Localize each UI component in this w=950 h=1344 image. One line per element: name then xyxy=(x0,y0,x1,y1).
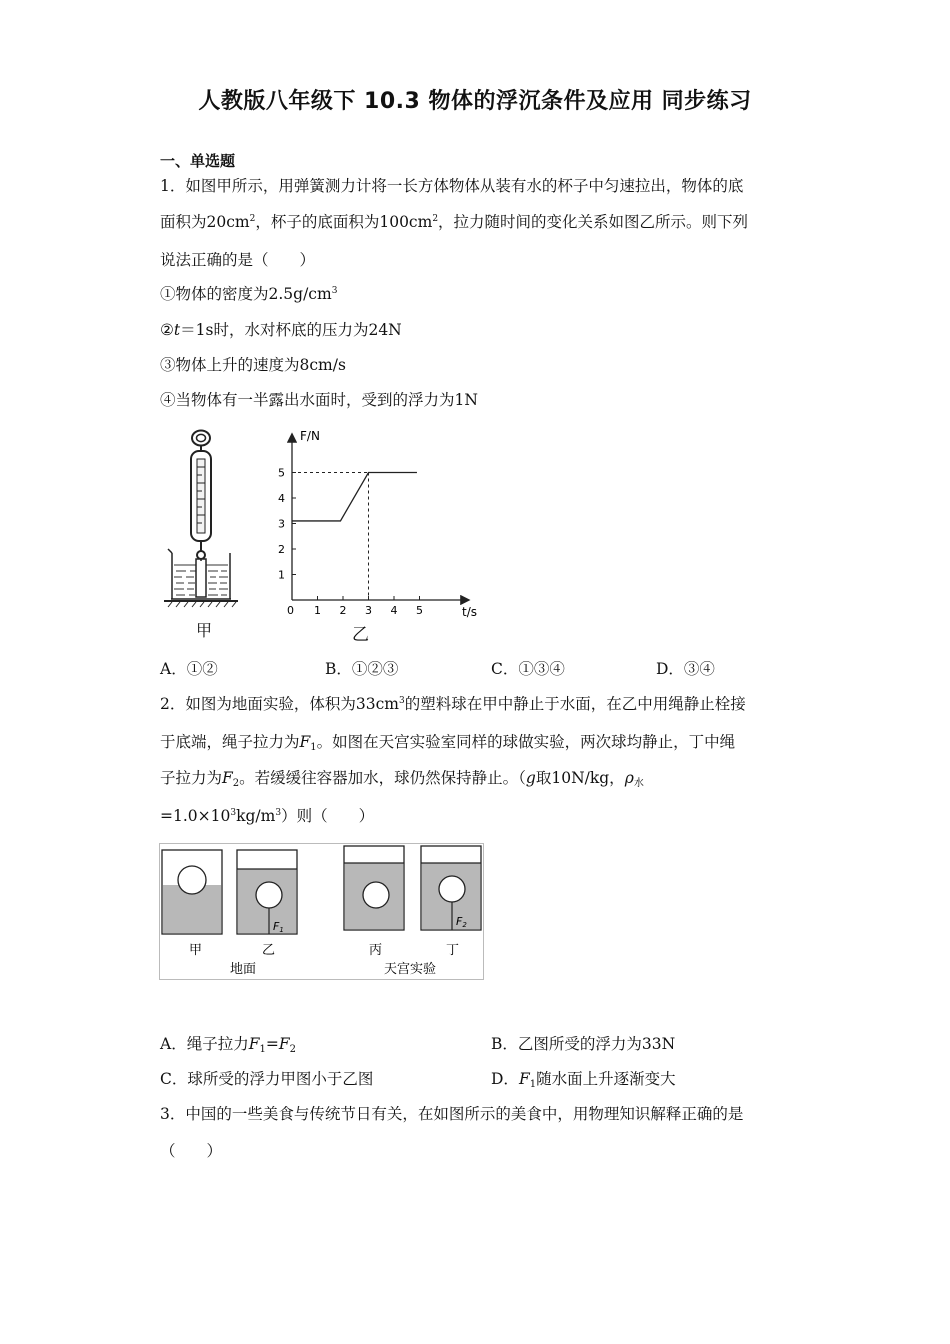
q1-statement-3: ③物体上升的速度为8cm/s xyxy=(160,356,346,374)
page-title: 人教版八年级下 10.3 物体的浮沉条件及应用 同步练习 xyxy=(198,89,752,114)
y-tick-label: 5 xyxy=(278,466,285,480)
y-tick-label: 1 xyxy=(278,568,285,582)
q2-line-1: 2．如图为地面实验，体积为$33cm^3$的塑料球在甲中静止于水面，在乙中用绳静止栓接 xyxy=(160,695,746,713)
label-space-lab: 天宫实验 xyxy=(384,962,437,977)
buoyancy-experiment-figure xyxy=(159,843,484,980)
fig-label-yi: 乙 xyxy=(352,625,369,645)
x-tick-label: 3 xyxy=(365,604,372,617)
label-ground: 地面 xyxy=(230,962,257,977)
label-bing: 丙 xyxy=(369,943,383,958)
x-axis-label: t/s xyxy=(462,605,477,619)
q1-line-3: 说法正确的是（ ） xyxy=(160,251,316,269)
q2-option-a[interactable]: A．绳子拉力$F_1=F_2$ xyxy=(160,1035,296,1055)
label-ding: 丁 xyxy=(446,943,460,958)
container-ding xyxy=(421,846,481,930)
q2-line-4: $=1.0\times 10^3kg/m^3$）则（ ） xyxy=(160,807,375,825)
y-tick-label: 3 xyxy=(278,517,285,531)
label-jia: 甲 xyxy=(189,943,203,958)
q2-line-2: 于底端，绳子拉力为$F_1$。如图在天宫实验室同样的球做实验，两次球均静止，丁中绳 xyxy=(160,733,736,753)
x-tick-label: 4 xyxy=(390,604,398,617)
y-axis-label: F/N xyxy=(300,429,320,443)
label-F2: F2 xyxy=(456,915,467,929)
q3-line-1: 3．中国的一些美食与传统节日有关，在如图所示的美食中，用物理知识解释正确的是 xyxy=(160,1105,744,1123)
y-tick-label: 4 xyxy=(278,492,285,505)
section-heading: 一、单选题 xyxy=(160,152,236,170)
q1-option-b[interactable]: B．①②③ xyxy=(325,660,399,678)
container-bing xyxy=(344,846,404,930)
fig-label-jia: 甲 xyxy=(196,621,213,640)
q1-statement-2: ②t＝1s时，水对杯底的压力为24N xyxy=(160,321,402,339)
y-tick-label: 2 xyxy=(278,543,285,556)
container-yi xyxy=(237,850,297,934)
x-tick-label: 0 xyxy=(287,604,294,617)
q2-option-c[interactable]: C．球所受的浮力甲图小于乙图 xyxy=(160,1070,374,1088)
label-yi: 乙 xyxy=(262,943,276,958)
container-jia xyxy=(162,850,222,934)
q2-option-d[interactable]: D．$F_1$随水面上升逐渐变大 xyxy=(491,1070,676,1090)
q3-line-2: （ ） xyxy=(160,1142,223,1160)
force-time-chart xyxy=(270,425,485,620)
q1-statement-1: ①物体的密度为$2.5g/cm^3$ xyxy=(160,285,338,303)
series-line-F xyxy=(292,473,417,521)
q1-option-c[interactable]: C．①③④ xyxy=(491,660,565,678)
q1-line-2: 面积为$20cm^2$，杯子的底面积为$100cm^2$，拉力随时间的变化关系如图乙所示。则下列 xyxy=(160,213,749,231)
q1-option-a[interactable]: A．①② xyxy=(160,660,218,678)
x-tick-label: 1 xyxy=(314,604,321,617)
q1-option-d[interactable]: D．③④ xyxy=(656,660,715,678)
label-F1: F1 xyxy=(273,920,284,934)
q2-line-3: 子拉力为$F_2$。若缓缓往容器加水，球仍然保持静止。（g取10N/kg，$\rho_水$ xyxy=(160,769,644,789)
x-tick-label: 5 xyxy=(416,604,423,617)
q1-statement-4: ④当物体有一半露出水面时，受到的浮力为1N xyxy=(160,391,478,409)
x-tick-label: 2 xyxy=(339,604,347,617)
q2-option-b[interactable]: B．乙图所受的浮力为33N xyxy=(491,1035,676,1053)
q1-line-1: 1．如图甲所示，用弹簧测力计将一长方体物体从装有水的杯子中匀速拉出，物体的底 xyxy=(160,177,744,195)
spring-scale-figure xyxy=(160,425,250,645)
